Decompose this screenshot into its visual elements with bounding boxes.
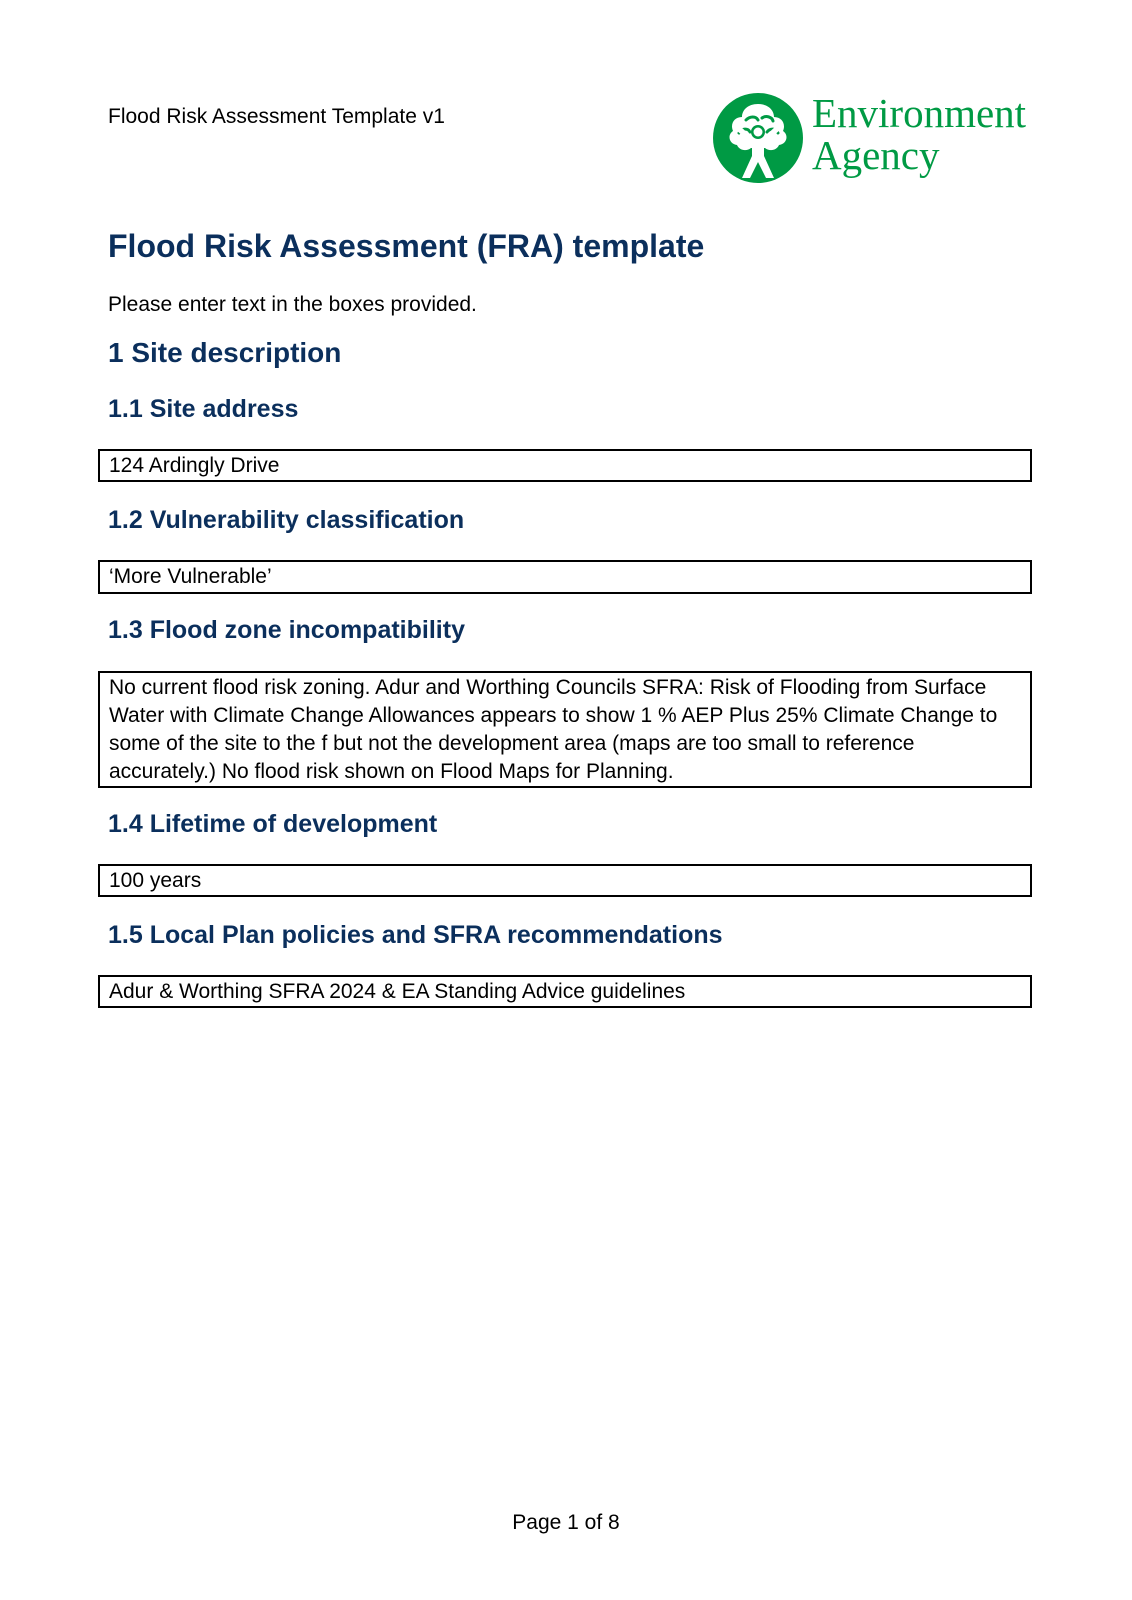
intro-text: Please enter text in the boxes provided.	[108, 293, 477, 316]
environment-agency-wordmark	[812, 92, 1026, 176]
local-plan-policies-field[interactable]: Adur & Worthing SFRA 2024 & EA Standing Advice guidelines	[98, 975, 1032, 1008]
site-address-field[interactable]: 124 Ardingly Drive	[98, 449, 1032, 482]
flood-zone-incompatibility-field[interactable]: No current flood risk zoning. Adur and Worthing Councils SFRA: Risk of Flooding from Surface Water with Climate Change Allowances appears to show 1 % AEP Plus 25% Climate Change to some of the site to the f but not the development area (maps are too small to reference accurately.) No flood risk shown on Flood Maps for Planning.	[98, 671, 1032, 788]
heading-flood-zone-incompatibility: 1.3 Flood zone incompatibility	[108, 616, 465, 644]
section-heading-site-description: 1 Site description	[108, 337, 342, 368]
document-header-label: Flood Risk Assessment Template v1	[108, 105, 445, 128]
page-title: Flood Risk Assessment (FRA) template	[108, 228, 705, 264]
environment-agency-logo	[712, 90, 1052, 186]
lifetime-of-development-field[interactable]: 100 years	[98, 864, 1032, 897]
logo-line-1: Environment	[812, 90, 1027, 136]
heading-site-address: 1.1 Site address	[108, 395, 299, 423]
vulnerability-classification-field[interactable]: ‘More Vulnerable’	[98, 560, 1032, 594]
logo-line-2: Agency	[812, 132, 940, 178]
heading-lifetime-of-development: 1.4 Lifetime of development	[108, 810, 438, 838]
heading-vulnerability-classification: 1.2 Vulnerability classification	[108, 506, 465, 534]
page-number: Page 1 of 8	[512, 1511, 620, 1534]
environment-agency-tree-figure-icon	[712, 90, 804, 186]
heading-local-plan-policies: 1.5 Local Plan policies and SFRA recommendations	[108, 921, 723, 949]
